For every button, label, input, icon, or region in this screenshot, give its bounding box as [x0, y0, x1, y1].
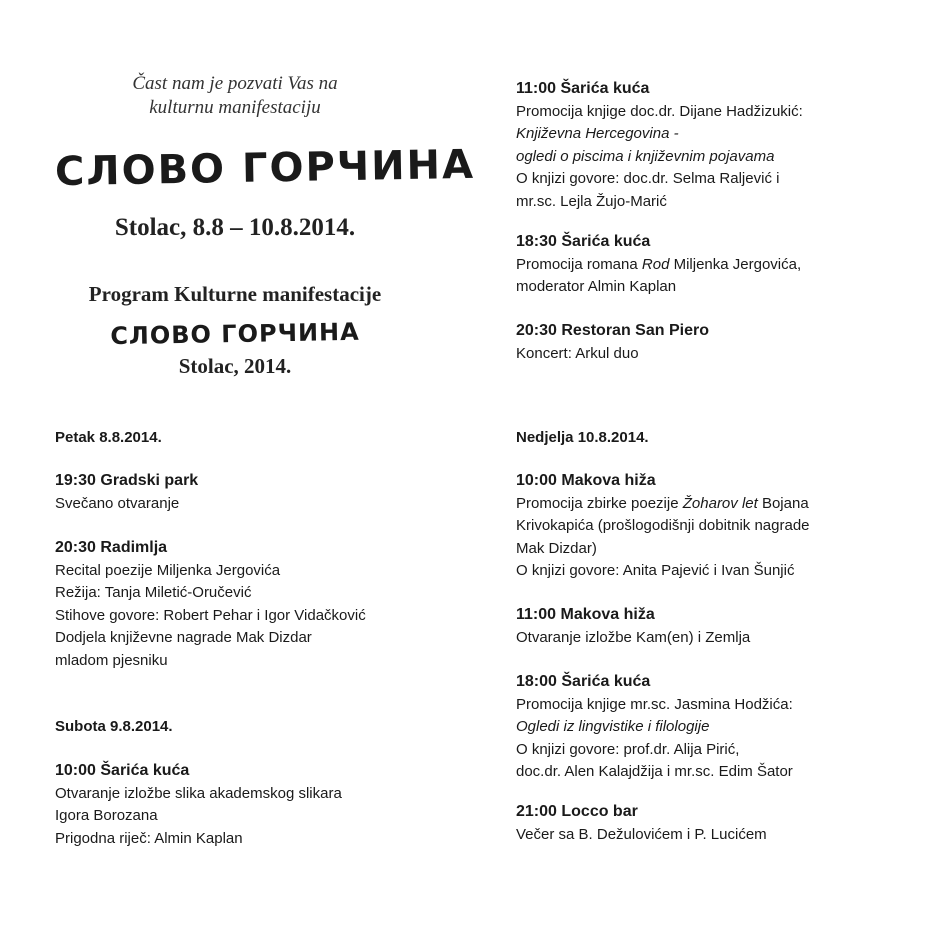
event-line: Koncert: Arkul duo [516, 344, 639, 362]
event-line: Prigodna riječ: Almin Kaplan [55, 829, 243, 847]
event-text: Promocija zbirke poezije [516, 494, 683, 512]
festival-logo-large: СЛОВО ГОРЧИНА [54, 141, 476, 196]
event-sun-locco-bar [516, 801, 916, 846]
book-title-line: Književna Hercegovina - [516, 125, 679, 142]
invitation-text [55, 72, 415, 120]
event-time-place: 10:00 Makova hiža [516, 472, 656, 489]
festival-logo-small: СЛОВО ГОРЧИНА [110, 317, 360, 351]
event-fri-radimlja [55, 537, 455, 672]
event-line: Stihove govore: Robert Pehar i Igor Vidačković [55, 606, 366, 624]
event-time-place: 11:00 Makova hiža [516, 606, 655, 623]
festival-dates: Stolac, 8.8 – 10.8.2014. [114, 214, 356, 241]
event-line [516, 493, 916, 516]
event-line: mr.sc. Lejla Žujo-Marić [516, 192, 667, 210]
event-line: O knjizi govore: prof.dr. Alija Pirić, [516, 740, 740, 758]
event-text: Promocija romana [516, 255, 642, 273]
event-line: moderator Almin Kaplan [516, 278, 677, 295]
day-heading-saturday: Subota 9.8.2014. [55, 718, 173, 735]
event-fri-gradski-park [55, 470, 455, 515]
event-line: Recital poezije Miljenka Jergovića [55, 561, 281, 579]
event-sun-makova-hiza-1000 [516, 470, 916, 583]
event-time-place: 20:30 Restoran San Piero [516, 322, 709, 339]
event-text: Miljenka Jergovića, [669, 255, 802, 273]
event-time-place: 18:00 Šarića kuća [516, 673, 651, 690]
event-line: Promocija knjige mr.sc. Jasmina Hodžića: [516, 695, 793, 713]
event-line: O knjizi govore: doc.dr. Selma Raljević i [516, 170, 780, 187]
event-sat-sarica-kuca-1000 [55, 760, 455, 850]
novel-title: Rod [641, 255, 670, 273]
event-line: Večer sa B. Dežulovićem i P. Lucićem [516, 825, 767, 843]
event-sat-sarica-kuca-1830 [516, 231, 916, 299]
event-sat-sarica-kuca-1100 [516, 78, 916, 213]
event-sat-restoran-san-piero [516, 320, 916, 365]
event-line: Dodjela književne nagrade Mak Dizdar [55, 629, 312, 646]
event-line: Mak Dizdar) [516, 539, 597, 557]
day-heading-friday: Petak 8.8.2014. [55, 429, 162, 446]
event-line: Igora Borozana [55, 807, 158, 824]
event-time-place: 11:00 Šarića kuća [516, 80, 650, 97]
event-time-place: 20:30 Radimlja [55, 539, 168, 556]
event-line: Otvaranje izložbe slika akademskog slikara [55, 784, 342, 802]
event-time-place: 21:00 Locco bar [516, 803, 638, 820]
event-line: Otvaranje izložbe Kam(en) i Zemlja [516, 628, 751, 646]
event-line: Krivokapića (prošlogodišnji dobitnik nagrade [516, 517, 810, 534]
book-title-line: Ogledi iz lingvistike i filologije [516, 718, 710, 735]
event-sun-sarica-kuca-1800 [516, 671, 916, 784]
event-line: mladom pjesniku [55, 651, 168, 669]
event-time-place: 18:30 Šarića kuća [516, 233, 651, 250]
location-year: Stolac, 2014. [178, 354, 292, 378]
event-time-place: 10:00 Šarića kuća [55, 762, 190, 779]
event-sun-makova-hiza-1100 [516, 604, 916, 649]
poetry-title: Žoharov let [682, 494, 758, 512]
program-title: Program Kulturne manifestacije [88, 282, 382, 306]
invitation-line-1: Čast nam je pozvati Vas na [132, 73, 338, 94]
event-line: O knjizi govore: Anita Pajević i Ivan Šunjić [516, 562, 795, 579]
invitation-line-2: kulturnu manifestaciju [149, 97, 321, 118]
day-heading-sunday: Nedjelja 10.8.2014. [516, 429, 649, 446]
event-line: doc.dr. Alen Kalajdžija i mr.sc. Edim Šator [516, 763, 793, 780]
event-text: Bojana [757, 494, 809, 512]
event-line: Promocija knjige doc.dr. Dijane Hadžizukić: [516, 102, 803, 120]
event-line [516, 254, 916, 277]
book-title-line: ogledi o piscima i književnim pojavama [516, 147, 775, 165]
event-line: Režija: Tanja Miletić-Oručević [55, 584, 252, 601]
event-line: Svečano otvaranje [55, 494, 180, 512]
event-time-place: 19:30 Gradski park [55, 472, 199, 489]
